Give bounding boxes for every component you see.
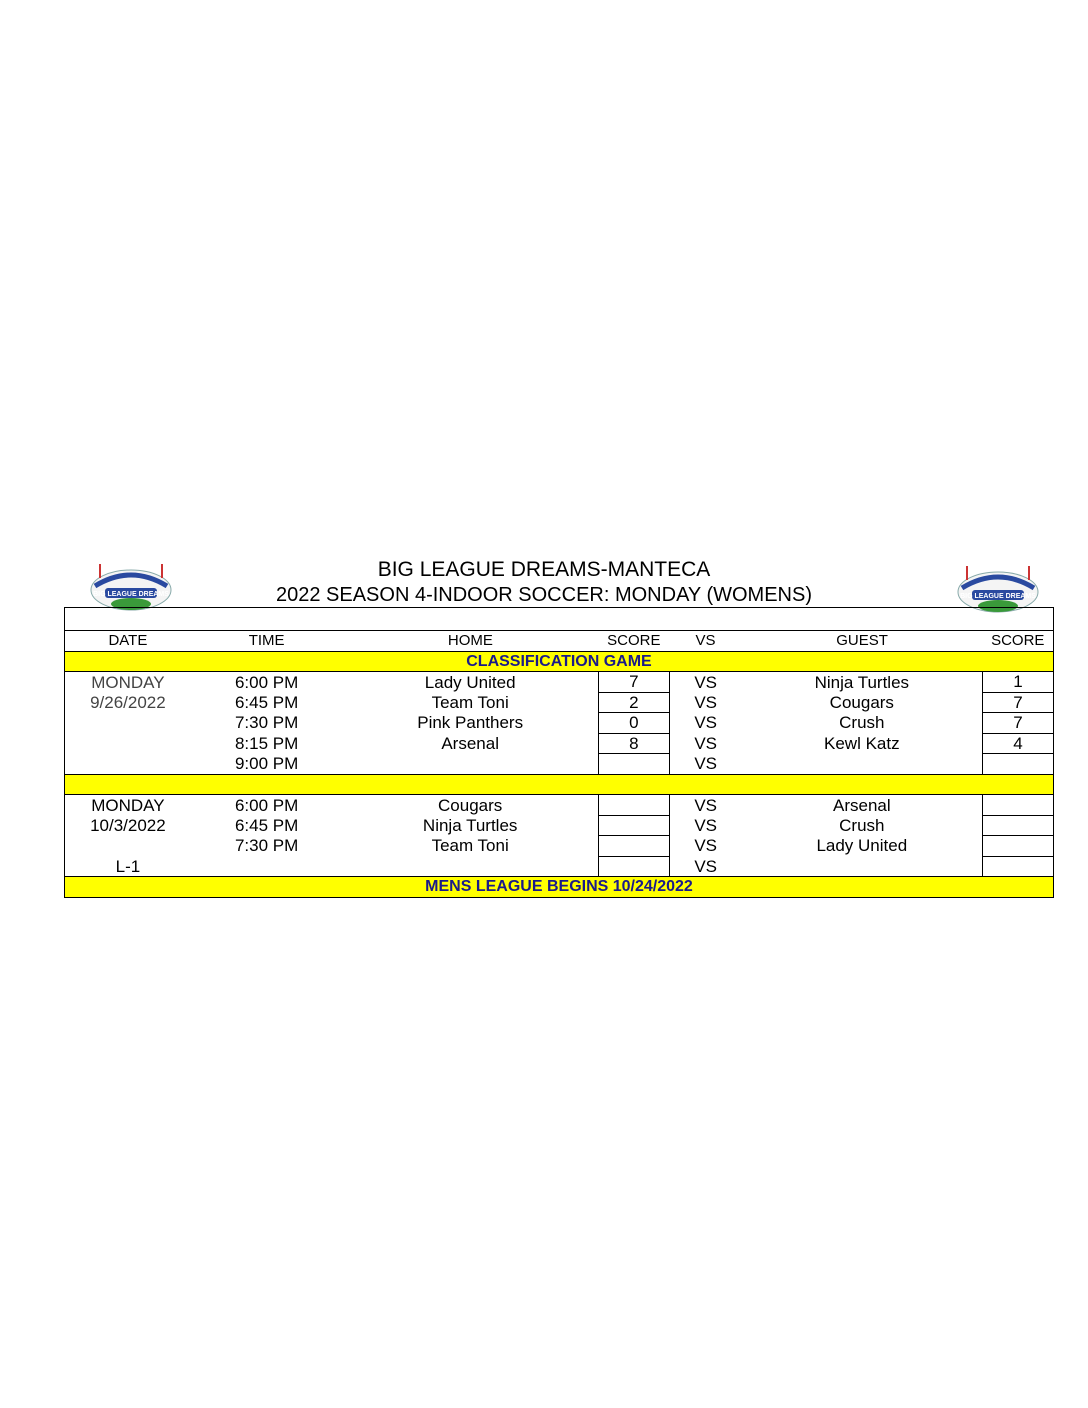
- table-row: [65, 733, 1054, 754]
- game-time: 6:45 PM: [234, 692, 299, 712]
- page-subtitle: 2022 SEASON 4-INDOOR SOCCER: MONDAY (WOMENS): [275, 584, 812, 606]
- week1-date: 9/26/2022: [90, 692, 166, 712]
- week2-note: L-1: [115, 856, 141, 876]
- empty-cell: [65, 836, 191, 857]
- guest-score: [983, 836, 1054, 857]
- table-row: [65, 815, 1054, 836]
- game-time: 6:00 PM: [234, 795, 299, 815]
- guest-team: Kewl Katz: [824, 733, 900, 753]
- week1-day: MONDAY: [91, 672, 165, 692]
- guest-team: [742, 754, 983, 775]
- sheet-top-border: [64, 607, 1054, 630]
- vs-label: VS: [694, 815, 718, 835]
- week2-day: MONDAY: [91, 795, 165, 815]
- guest-team: Crush: [839, 815, 885, 835]
- col-vs-header: VS: [669, 631, 741, 652]
- separator-banner: [65, 774, 1054, 795]
- table-row: [65, 856, 1054, 877]
- vs-label: VS: [694, 733, 718, 753]
- logo-left-lettering: BIG LEAGUE DREAMS: [93, 591, 169, 598]
- col-home-score-header: SCORE: [598, 631, 669, 652]
- classification-banner-text: CLASSIFICATION GAME: [65, 651, 1054, 672]
- separator-banner-fill: [65, 774, 1054, 795]
- table-row: [65, 713, 1054, 734]
- home-team: Ninja Turtles: [422, 815, 518, 835]
- guest-score: [983, 815, 1054, 836]
- game-time: 7:30 PM: [234, 836, 299, 856]
- col-date-header: DATE: [65, 631, 191, 652]
- guest-score: 4: [983, 733, 1054, 754]
- game-time: [191, 856, 343, 877]
- guest-score: 7: [983, 713, 1054, 734]
- game-time: 8:15 PM: [234, 733, 299, 753]
- col-home-header: HOME: [342, 631, 598, 652]
- mens-league-banner: [65, 877, 1054, 898]
- home-score: [598, 795, 669, 816]
- home-score: 8: [598, 733, 669, 754]
- guest-team: Ninja Turtles: [814, 672, 910, 692]
- mens-league-banner-text: MENS LEAGUE BEGINS 10/24/2022: [65, 877, 1054, 898]
- guest-team: Arsenal: [832, 795, 891, 815]
- home-team: Lady United: [424, 672, 516, 692]
- classification-banner: [65, 651, 1054, 672]
- home-score: [598, 815, 669, 836]
- vs-label: VS: [694, 795, 718, 815]
- guest-score: 7: [983, 692, 1054, 713]
- vs-label: VS: [694, 713, 718, 733]
- header-row: [65, 631, 1054, 652]
- game-time: 6:00 PM: [234, 672, 299, 692]
- vs-label: VS: [694, 692, 718, 712]
- guest-score: [983, 754, 1054, 775]
- guest-score: [983, 856, 1054, 877]
- home-score: 0: [598, 713, 669, 734]
- home-team: Team Toni: [431, 692, 509, 712]
- game-time: 7:30 PM: [234, 713, 299, 733]
- vs-label: VS: [694, 836, 718, 856]
- empty-cell: [65, 754, 191, 775]
- home-score: 2: [598, 692, 669, 713]
- vs-label: VS: [694, 754, 718, 773]
- guest-score: 1: [983, 672, 1054, 693]
- home-team: Team Toni: [431, 836, 509, 856]
- home-score: [598, 754, 669, 775]
- vs-label: VS: [694, 856, 718, 876]
- home-score: 7: [598, 672, 669, 693]
- col-guest-score-header: SCORE: [983, 631, 1054, 652]
- table-row: [65, 672, 1054, 693]
- schedule-table: [64, 630, 1054, 898]
- empty-cell: [65, 733, 191, 754]
- col-guest-header: GUEST: [742, 631, 983, 652]
- home-score: [598, 856, 669, 877]
- guest-team: [742, 856, 983, 877]
- col-time-header: TIME: [191, 631, 343, 652]
- empty-cell: [65, 713, 191, 734]
- page-title: BIG LEAGUE DREAMS-MANTECA: [377, 558, 711, 581]
- guest-score: [983, 795, 1054, 816]
- home-team: Arsenal: [441, 733, 499, 753]
- logo-right-lettering: BIG LEAGUE DREAMS: [960, 593, 1036, 600]
- guest-team: Lady United: [816, 836, 908, 856]
- table-row: [65, 795, 1054, 816]
- game-time: 9:00 PM: [234, 754, 299, 773]
- week2-date: 10/3/2022: [90, 815, 166, 835]
- home-team: Pink Panthers: [417, 713, 524, 733]
- table-row: [65, 692, 1054, 713]
- guest-team: Crush: [839, 713, 885, 733]
- home-team: [342, 856, 598, 877]
- table-row: [65, 836, 1054, 857]
- guest-team: Cougars: [829, 692, 894, 712]
- home-team: Cougars: [438, 795, 503, 815]
- home-team: [342, 754, 598, 775]
- vs-label: VS: [694, 672, 718, 692]
- home-score: [598, 836, 669, 857]
- game-time: 6:45 PM: [234, 815, 299, 835]
- table-row: [65, 754, 1054, 775]
- stadium-logo-left: [85, 560, 177, 614]
